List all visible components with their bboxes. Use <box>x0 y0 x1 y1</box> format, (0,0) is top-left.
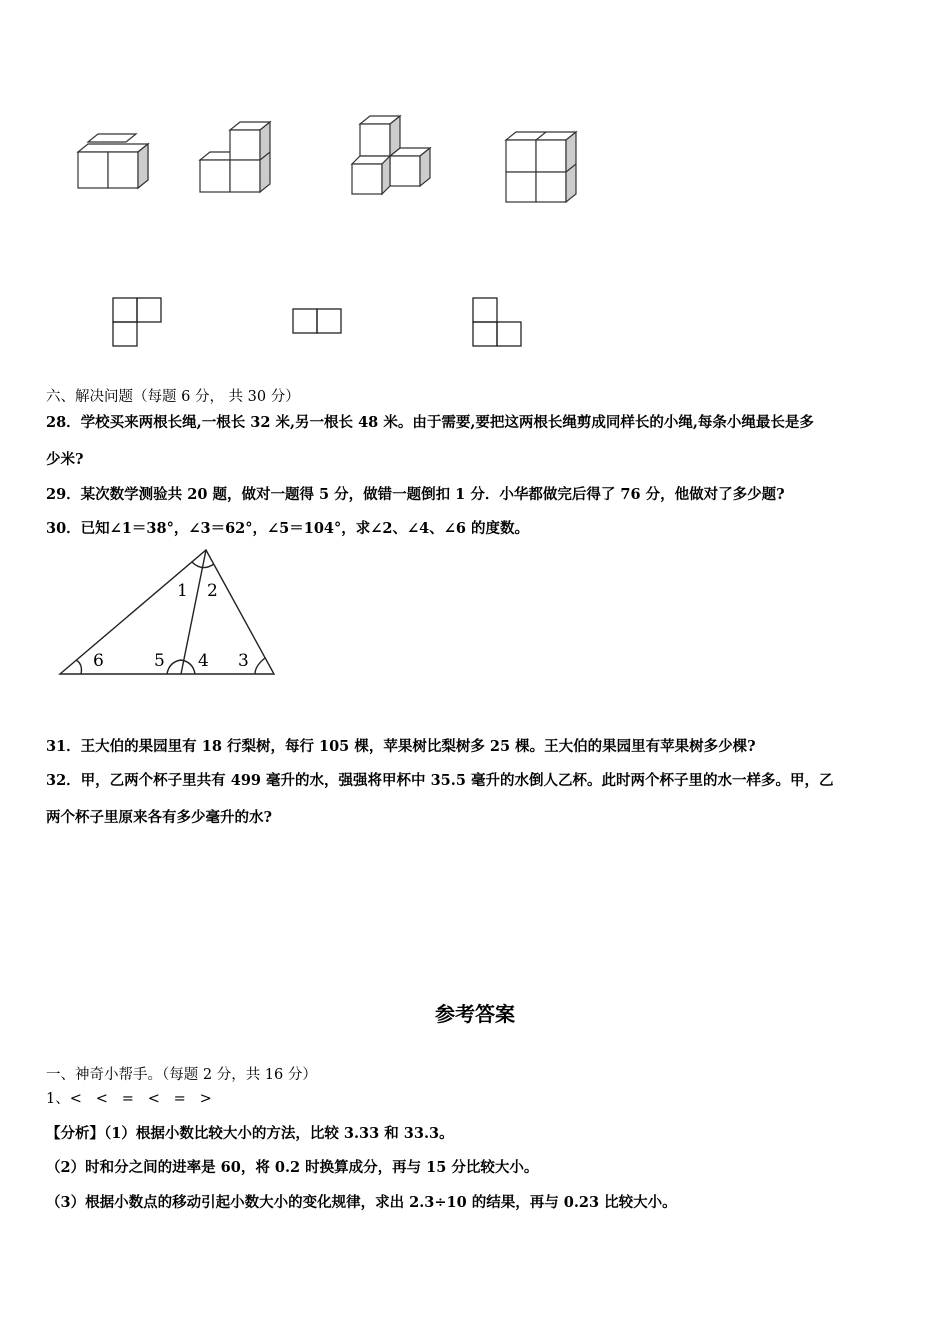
answer-1-symbol-2: < <box>95 1091 108 1107</box>
analysis-2: （2）时和分之间的进率是 60，将 0.2 时换算成分，再与 15 分比较大小。 <box>46 1159 539 1176</box>
angle-label-2: 2 <box>207 581 218 601</box>
analysis-3: （3）根据小数点的移动引起小数大小的变化规律，求出 2.3÷10 的结果，再与 0.23 比较大小。 <box>46 1194 677 1211</box>
view-figure-1 <box>110 295 166 349</box>
angle-label-1: 1 <box>177 581 188 601</box>
answer-1-label: 1、 <box>46 1091 70 1107</box>
analysis-1-text: （1）根据小数比较大小的方法，比较 3.33 和 33.3。 <box>104 1125 454 1142</box>
answer-1-symbol-3: = <box>121 1091 134 1107</box>
question-32-line2: 两个杯子里原来各有多少毫升的水? <box>46 809 272 826</box>
question-31: 31．王大伯的果园里有 18 行梨树，每行 105 棵，苹果树比梨树多 25 棵。王大伯的果园里有苹果树多少棵? <box>46 738 756 755</box>
section-six-heading: 六、解决问题（每题 6 分， 共 30 分） <box>46 389 300 405</box>
cube-figure-3 <box>346 112 436 200</box>
angle-label-6: 6 <box>93 651 104 671</box>
answer-1-symbol-1: < <box>69 1091 82 1107</box>
view-figure-3 <box>470 295 526 349</box>
answer-1-symbol-4: < <box>147 1091 160 1107</box>
question-28-line2: 少米? <box>46 451 84 468</box>
analysis-1 <box>46 1122 454 1143</box>
question-30: 30．已知∠1＝38°，∠3＝62°，∠5＝104°，求∠2、∠4、∠6 的度数。 <box>46 520 530 537</box>
angle-label-5: 5 <box>154 651 165 671</box>
question-29: 29．某次数学测验共 20 题，做对一题得 5 分，做错一题倒扣 1 分．小华都做完后得了 76 分，他做对了多少题? <box>46 486 785 503</box>
triangle-figure <box>50 540 290 685</box>
view-figure-2 <box>290 307 346 337</box>
section-one-heading: 一、神奇小帮手。（每题 2 分，共 16 分） <box>46 1067 317 1083</box>
cube-figure-1 <box>70 132 160 197</box>
answer-1 <box>46 1087 212 1108</box>
question-32-line1: 32．甲，乙两个杯子里共有 499 毫升的水，强强将甲杯中 35.5 毫升的水倒人乙杯。此时两个杯子里的水一样多。甲，乙 <box>46 772 834 789</box>
answer-1-symbol-5: = <box>173 1091 186 1107</box>
analysis-tag: 【分析】 <box>46 1125 104 1142</box>
answer-1-symbol-6: > <box>199 1091 212 1107</box>
cube-figure-2 <box>194 118 284 198</box>
cube-figure-4 <box>500 126 590 206</box>
answer-title: 参考答案 <box>435 1002 515 1026</box>
angle-label-3: 3 <box>238 651 249 671</box>
question-28-line1: 28．学校买来两根长绳,一根长 32 米,另一根长 48 米。由于需要,要把这两根长绳剪成同样长的小绳,每条小绳最长是多 <box>46 414 814 431</box>
angle-label-4: 4 <box>198 651 209 671</box>
